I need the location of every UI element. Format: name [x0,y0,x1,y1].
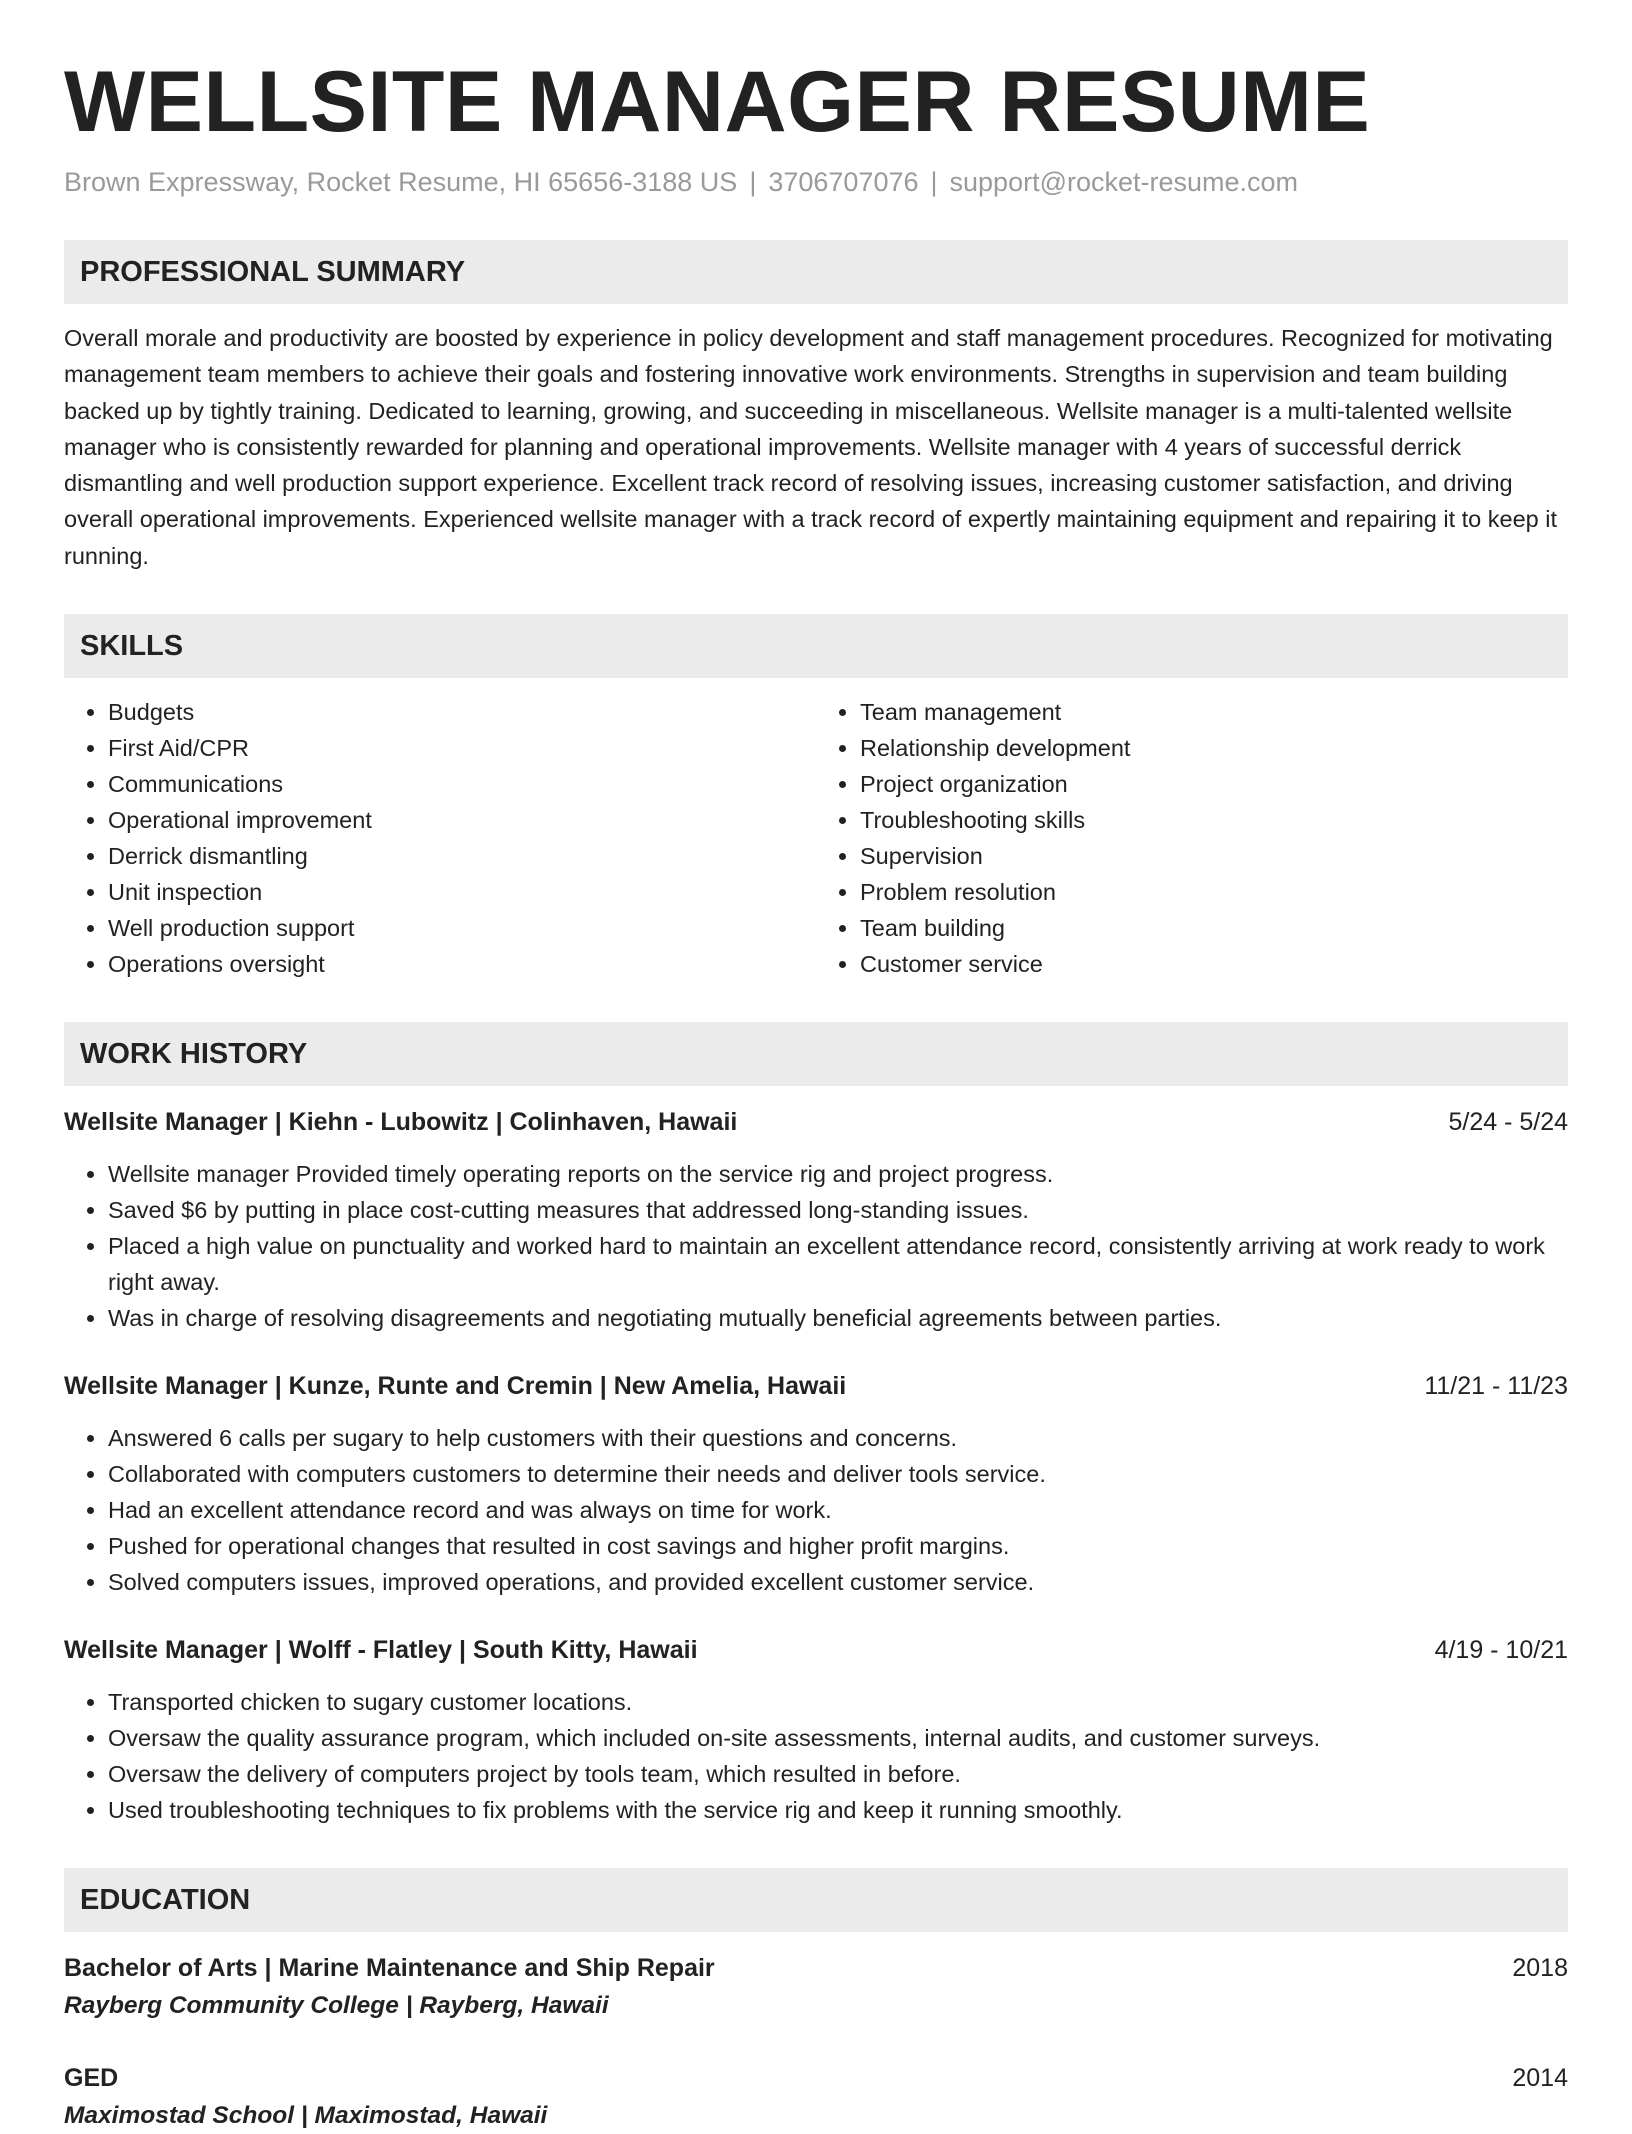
job-entry [64,1632,1568,1828]
job-header [64,1632,1568,1668]
education-degree: GED [64,2064,119,2093]
skill-item: • Customer service [860,946,1568,982]
job-header [64,1368,1568,1404]
skill-item: • Unit inspection [108,874,816,910]
skill-item: • First Aid/CPR [108,730,816,766]
job-bullet: • Oversaw the delivery of computers project by tools team, which resulted in before. [108,1756,1568,1792]
section-header-work-history: WORK HISTORY [64,1022,1568,1086]
skill-item: • Derrick dismantling [108,838,816,874]
job-bullet: • Placed a high value on punctuality and worked hard to maintain an excellent attendance record, consistently arriving at work ready to work right away. [108,1228,1568,1300]
skill-item: • Team building [860,910,1568,946]
skill-item: • Well production support [108,910,816,946]
skills-column-right [816,694,1568,982]
job-title: Wellsite Manager | Kiehn - Lubowitz | Colinhaven, Hawaii [64,1108,738,1137]
job-dates: 11/21 - 11/23 [1424,1372,1568,1401]
job-title: Wellsite Manager | Wolff - Flatley | South Kitty, Hawaii [64,1636,698,1665]
section-header-summary: PROFESSIONAL SUMMARY [64,240,1568,304]
job-dates: 5/24 - 5/24 [1448,1108,1568,1137]
skill-item: • Team management [860,694,1568,730]
skill-item: • Problem resolution [860,874,1568,910]
job-dates: 4/19 - 10/21 [1434,1636,1568,1665]
job-entry [64,1368,1568,1600]
education-entry [64,2060,1568,2134]
education-header [64,2060,1568,2096]
education-year: 2018 [1512,1954,1568,1983]
job-bullet: • Transported chicken to sugary customer locations. [108,1684,1568,1720]
skill-item: • Relationship development [860,730,1568,766]
page-title: WELLSITE MANAGER RESUME [64,54,1371,150]
job-bullets [64,1420,1568,1600]
skill-item: • Budgets [108,694,816,730]
section-header-education: EDUCATION [64,1868,1568,1932]
job-bullets [64,1684,1568,1828]
contact-address: Brown Expressway, Rocket Resume, HI 65656-3188 US [64,167,738,197]
contact-separator: | [749,167,757,197]
skill-item: • Project organization [860,766,1568,802]
job-bullet: • Collaborated with computers customers to determine their needs and deliver tools service. [108,1456,1568,1492]
job-entry [64,1104,1568,1336]
job-bullet: • Answered 6 calls per sugary to help customers with their questions and concerns. [108,1420,1568,1456]
job-bullet: • Wellsite manager Provided timely operating reports on the service rig and project progress. [108,1156,1568,1192]
job-bullet: • Oversaw the quality assurance program, which included on-site assessments, internal audits, and customer surveys. [108,1720,1568,1756]
education-school: Maximostad School | Maximostad, Hawaii [64,2102,548,2130]
education-year: 2014 [1512,2064,1568,2093]
contact-email: support@rocket-resume.com [949,167,1299,197]
education-school: Rayberg Community College | Rayberg, Hawaii [64,1992,609,2020]
skill-item: • Supervision [860,838,1568,874]
job-bullet: • Solved computers issues, improved operations, and provided excellent customer service. [108,1564,1568,1600]
education-header [64,1950,1568,1986]
job-title: Wellsite Manager | Kunze, Runte and Cremin | New Amelia, Hawaii [64,1372,847,1401]
skill-item: • Troubleshooting skills [860,802,1568,838]
job-bullet: • Saved $6 by putting in place cost-cutting measures that addressed long-standing issues. [108,1192,1568,1228]
section-header-skills: SKILLS [64,614,1568,678]
skill-item: • Communications [108,766,816,802]
job-bullet: • Used troubleshooting techniques to fix problems with the service rig and keep it running smoothly. [108,1792,1568,1828]
job-header [64,1104,1568,1140]
job-bullet: • Pushed for operational changes that resulted in cost savings and higher profit margins. [108,1528,1568,1564]
contact-phone: 3706707076 [768,167,919,197]
skill-item: • Operations oversight [108,946,816,982]
education-degree: Bachelor of Arts | Marine Maintenance and Ship Repair [64,1954,715,1983]
job-bullet: • Was in charge of resolving disagreements and negotiating mutually beneficial agreements between parties. [108,1300,1568,1336]
summary-text: Overall morale and productivity are boosted by experience in policy development and staff management procedures. Recognized for motivating management team members to achieve their goals and fostering innovative work environments. Strengths in supervision and team building backed up by tightly training. Dedicated to learning, growing, and succeeding in miscellaneous. Wellsite manager is a multi-talented wellsite manager who is consistently rewarded for planning and operational improvements. Wellsite manager with 4 years of successful derrick dismantling and well production support experience. Excellent track record of resolving issues, increasing customer satisfaction, and driving overall operational improvements. Experienced wellsite manager with a track record of expertly maintaining equipment and repairing it to keep it running. [64,325,1558,569]
contact-separator: | [930,167,938,197]
skills-list [64,694,1568,982]
skills-column-left [64,694,816,982]
job-bullets [64,1156,1568,1336]
job-bullet: • Had an excellent attendance record and was always on time for work. [108,1492,1568,1528]
skill-item: • Operational improvement [108,802,816,838]
education-entry [64,1950,1568,2024]
contact-line [64,164,1568,200]
